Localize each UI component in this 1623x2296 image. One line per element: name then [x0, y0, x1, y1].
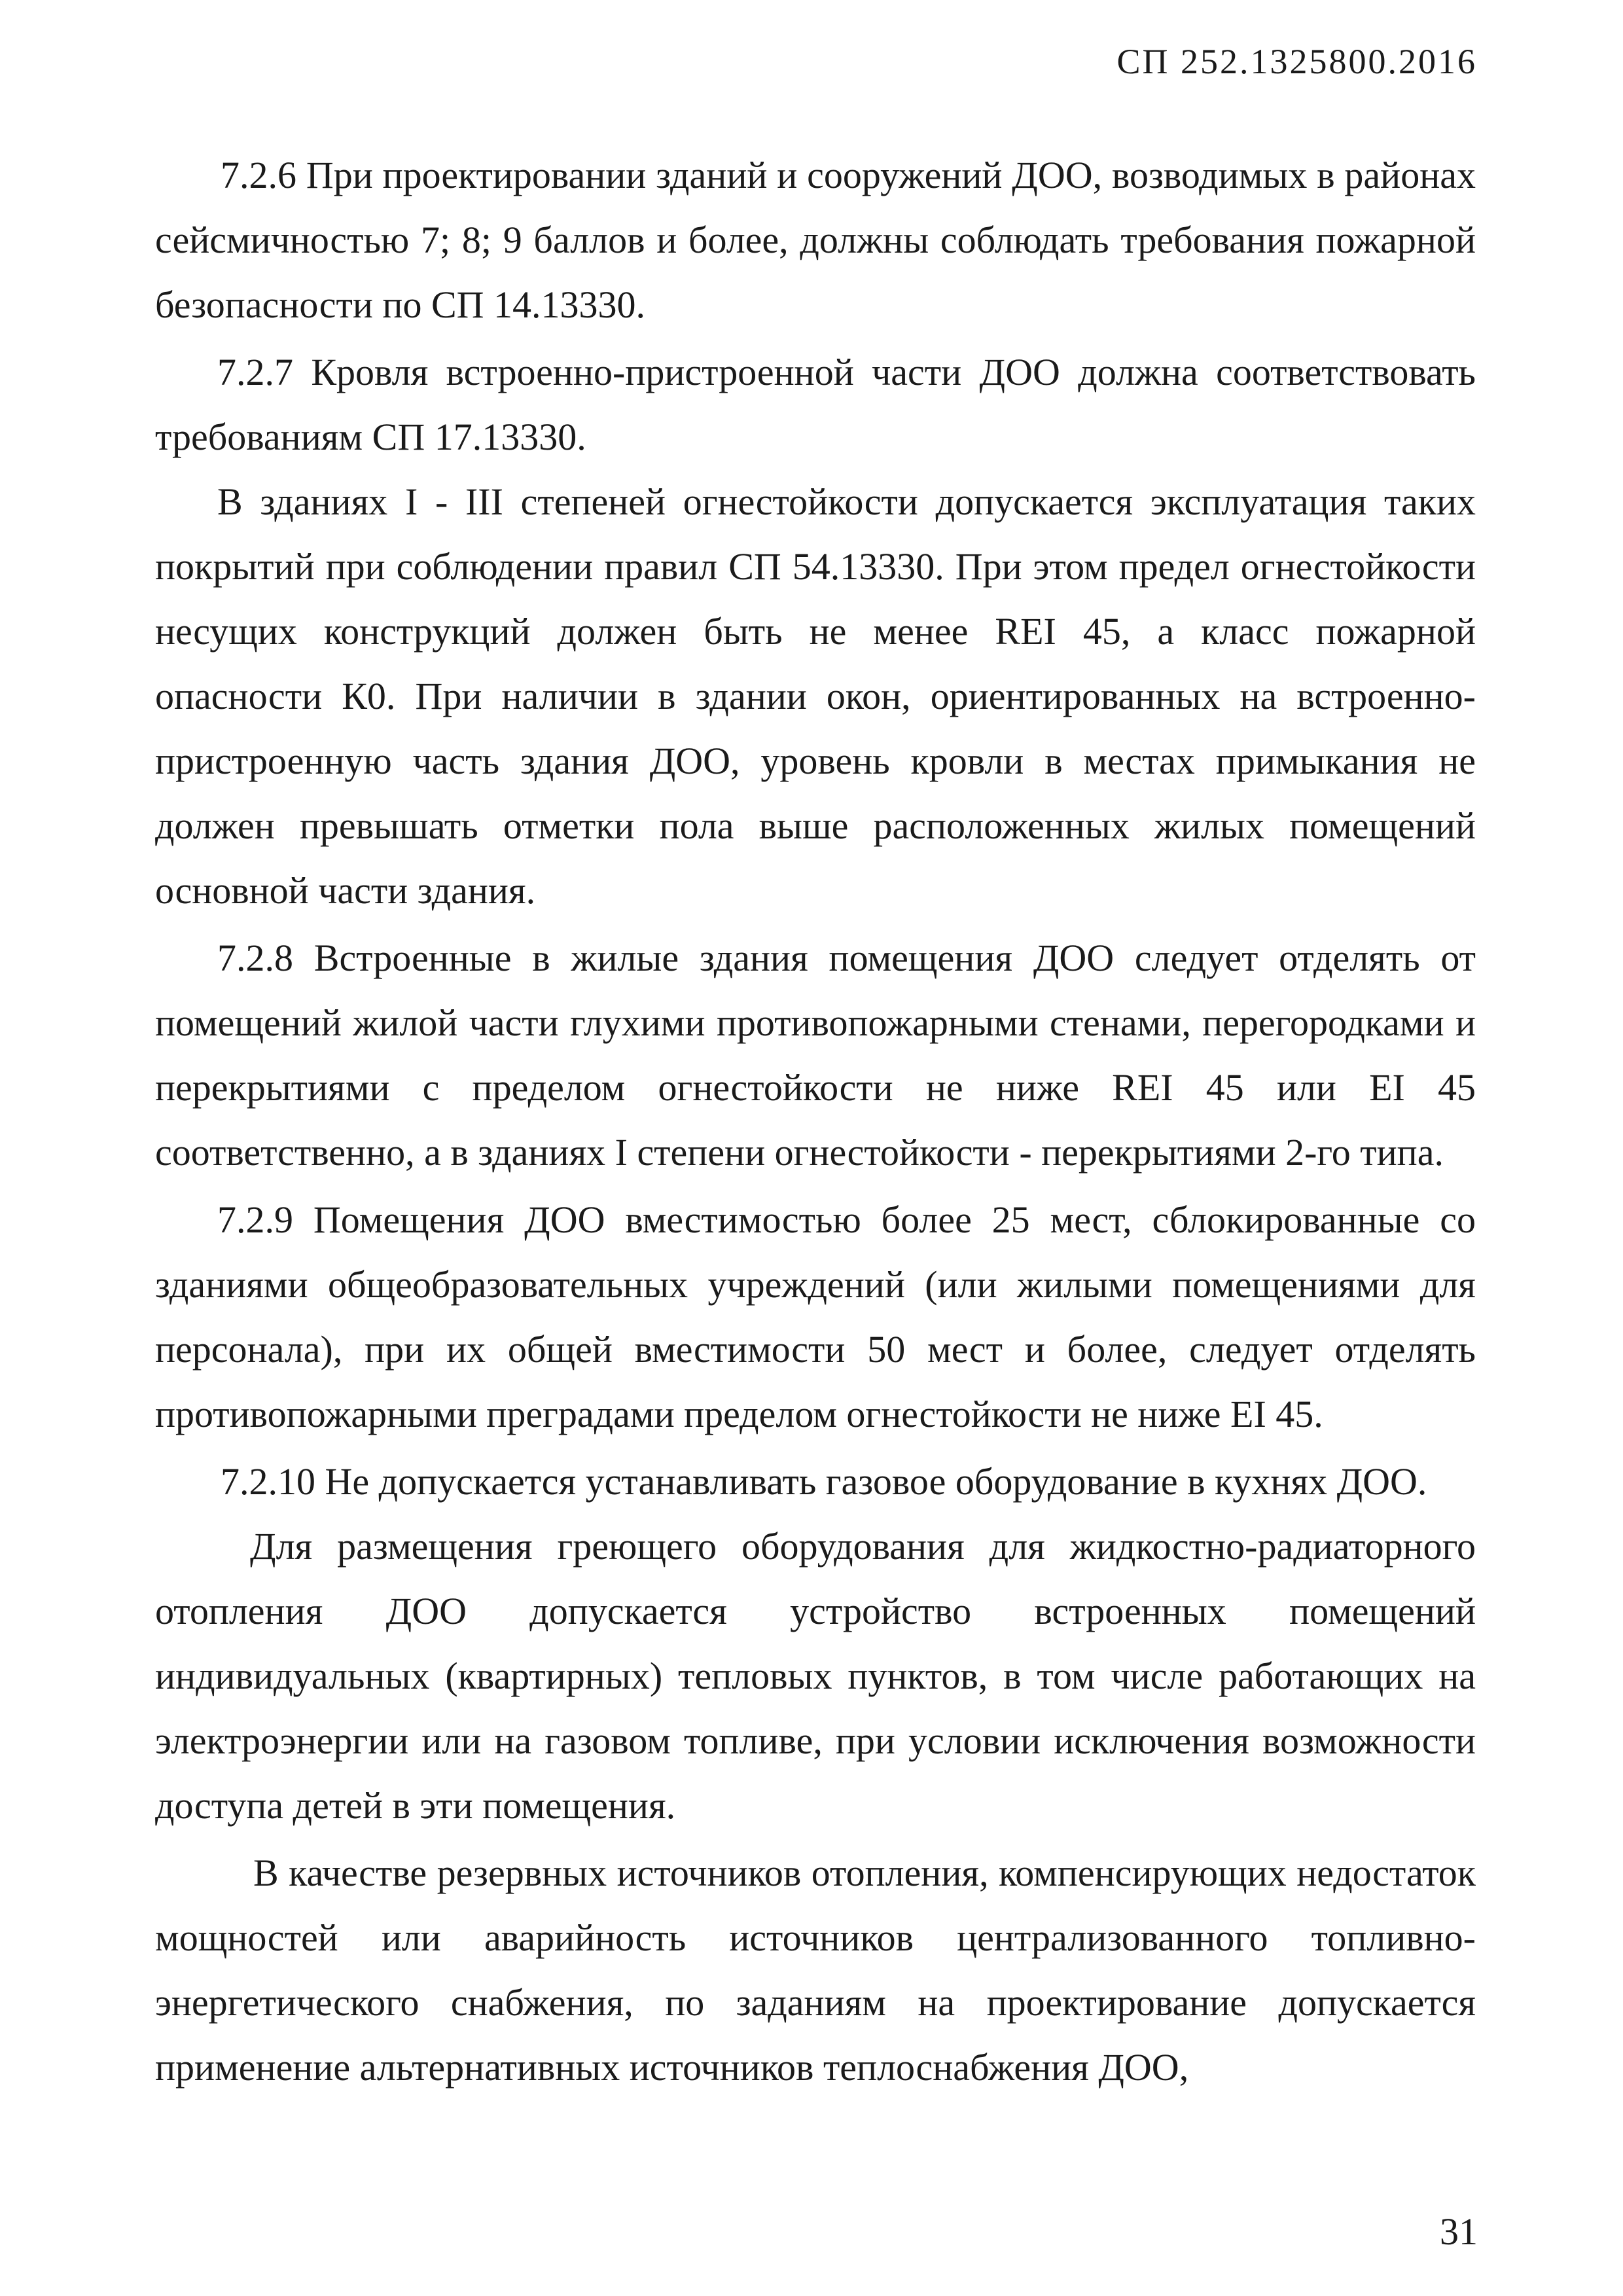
page-number: 31 [1440, 2210, 1478, 2253]
paragraph-7-2-9: 7.2.9 Помещения ДОО вместимостью более 25 мест, сблокированные со зданиями общеобразовательных учреждений (или жилыми помещениями для персонала), при их общей вместимости 50 мест и более, следует отделять противопожарными преградами пределом огнестойкости не ниже EI 45. [155, 1198, 1476, 1435]
document-code-header: СП 252.1325800.2016 [1116, 42, 1477, 81]
paragraph-7-2-10: 7.2.10 Не допускается устанавливать газовое оборудование в кухнях ДОО. [221, 1460, 1427, 1503]
paragraph-reserve-heating: В качестве резервных источников отопления, компенсирующих недостаток мощностей или аварийность источников централизованного топливно-энергетического снабжения, по заданиям на проектирование допускается применение альтернативных источников теплоснабжения ДОО, [155, 1852, 1476, 2089]
document-body [155, 143, 1476, 2100]
paragraph-heating-equipment: Для размещения греющего оборудования для жидкостно-радиаторного отопления ДОО допускается устройство встроенных помещений индивидуальных (квартирных) тепловых пунктов, в том числе работающих на электроэнергии или на газовом топливе, при условии исключения возможности доступа детей в эти помещения. [155, 1525, 1476, 1827]
paragraph-7-2-7: 7.2.7 Кровля встроенно-пристроенной части ДОО должна соответствовать требованиям СП 17.13330. [155, 351, 1476, 458]
paragraph-7-2-8: 7.2.8 Встроенные в жилые здания помещения ДОО следует отделять от помещений жилой части глухими противопожарными стенами, перегородками и перекрытиями с пределом огнестойкости не ниже REI 45 или EI 45 соответственно, а в зданиях I степени огнестойкости - перекрытиями 2-го типа. [155, 937, 1476, 1174]
paragraph-roof-requirements: В зданиях I - III степеней огнестойкости допускается эксплуатация таких покрытий при соблюдении правил СП 54.13330. При этом предел огнестойкости несущих конструкций должен быть не менее REI 45, а класс пожарной опасности К0. При наличии в здании окон, ориентированных на встроенно-пристроенную часть здания ДОО, уровень кровли в местах примыкания не должен превышать отметки пола выше расположенных жилых помещений основной части здания. [155, 480, 1476, 912]
paragraph-7-2-6: 7.2.6 При проектировании зданий и сооружений ДОО, возводимых в районах сейсмичностью 7; 8; 9 баллов и более, должны соблюдать требования пожарной безопасности по СП 14.13330. [155, 154, 1476, 326]
